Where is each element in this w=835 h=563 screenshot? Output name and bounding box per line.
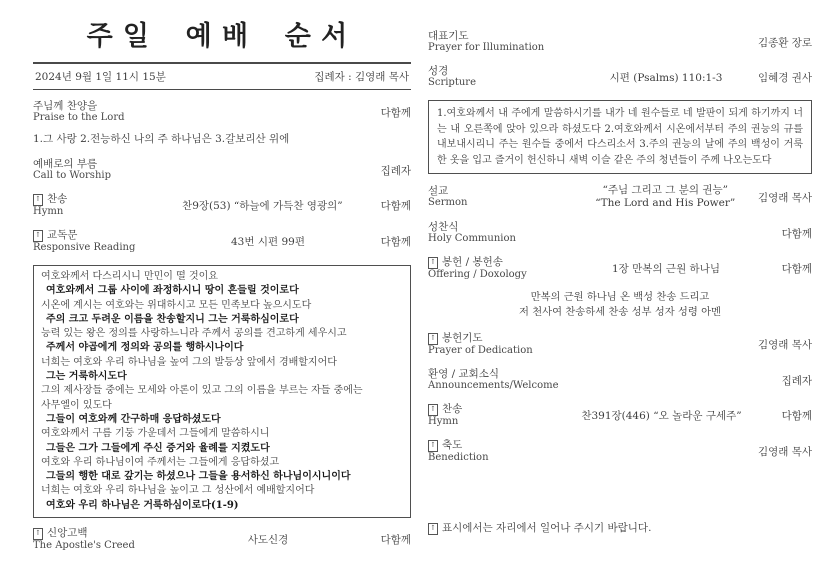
doxology-line: 저 천사여 찬송하세 찬송 성부 성자 성령 아멘 <box>519 305 721 318</box>
item-participant: 다함께 <box>380 534 411 547</box>
item-label-kr: 신앙고백 <box>47 527 88 540</box>
service-item-sermon <box>428 184 812 210</box>
service-item-communion <box>428 221 812 245</box>
reading-line: 여호와께서 다스리시니 만민이 떨 것이요 <box>41 271 218 282</box>
sermon-title-en: “The Lord and His Power” <box>595 197 736 210</box>
officiant-name: 집례자 : 김영래 목사 <box>314 71 409 83</box>
item-label-kr: 주님께 찬양을 <box>33 100 98 112</box>
service-item-offering <box>428 256 812 281</box>
item-participant: 다함께 <box>781 410 812 423</box>
right-page <box>428 30 812 535</box>
item-participant: 임혜경 권사 <box>757 71 812 84</box>
item-label-en: The Apostle's Creed <box>33 540 135 552</box>
reading-line: 그들이 여호와께 간구하매 응답하셨도다 <box>46 413 221 425</box>
left-page <box>33 14 411 563</box>
stand-up-icon: ↑ <box>33 528 43 540</box>
item-label-en: Call to Worship <box>33 170 111 181</box>
service-item-prayer-illumination <box>428 30 812 54</box>
item-label-kr: 설교 <box>428 185 449 198</box>
item-label-kr: 찬송 <box>442 403 463 416</box>
item-label-kr: 봉헌기도 <box>442 332 483 345</box>
reading-line: 너희는 여호와 우리 하나님을 높이고 그 성산에서 예배할지어다 <box>41 485 315 497</box>
doxology-lyrics <box>428 290 812 319</box>
hymn-title: 찬391장(446) “오 놀라운 구세주” <box>581 410 742 423</box>
service-item-prayer-dedication <box>428 332 812 357</box>
reading-reference: 43번 시편 99편 <box>231 236 305 248</box>
service-item-benediction <box>428 439 812 464</box>
item-label-kr: 예배로의 부름 <box>33 158 98 170</box>
sermon-title-kr: “주님 그리고 그 분의 권능” <box>602 184 729 197</box>
item-label-en: Prayer of Dedication <box>428 345 533 357</box>
item-participant: 김종환 장로 <box>757 36 812 49</box>
item-label-en: Holy Communion <box>428 233 516 245</box>
item-label-kr: 성경 <box>428 65 449 77</box>
reading-line: 주께서 야곱에게 정의와 공의를 행하시나이다 <box>46 342 244 354</box>
item-label-kr: 봉헌 / 봉헌송 <box>442 256 503 269</box>
item-label-en: Prayer for Illumination <box>428 42 545 53</box>
reading-line: 그의 제사장들 중에는 모세와 아론이 있고 그의 이름을 부르는 자들 중에는 <box>41 385 363 397</box>
reading-line: 시온에 계시는 여호와는 위대하시고 모든 민족보다 높으시도다 <box>41 299 312 311</box>
reading-line: 능력 있는 왕은 정의를 사랑하느니라 주께서 공의를 견고하게 세우시고 <box>41 328 347 340</box>
service-item-responsive-reading <box>33 229 411 254</box>
item-label-kr: 축도 <box>442 439 463 452</box>
item-participant: 다함께 <box>380 200 411 212</box>
item-participant: 다함께 <box>781 227 812 240</box>
item-participant: 김영래 목사 <box>757 191 812 204</box>
stand-up-icon: ↑ <box>428 333 438 345</box>
item-label-kr: 성찬식 <box>428 221 459 234</box>
service-datetime: 2024년 9월 1일 11시 15분 <box>35 71 166 83</box>
service-item-praise <box>33 100 411 124</box>
stand-up-icon: ↑ <box>428 404 438 416</box>
scripture-text-box: 1.여호와께서 내 주에게 말씀하시기를 내가 네 원수들로 네 발판이 되게 하기까지 너는 내 오른쪽에 앉아 있으라 하셨도다 2.여호와께서 시온에서부터 주의 권능의 규를 내보내시리니 주는 원수들 중에서 다스리소서 3.주의 권능의 날에 주의 백성이 거룩한 옷을 입고 즐거이 헌신하니 새벽 이슬 같은 주의 청년들이 주께 나오는도다 <box>428 100 812 174</box>
item-label-en: Offering / Doxology <box>428 269 527 281</box>
stand-up-icon: ↑ <box>33 194 43 206</box>
dateline <box>33 62 411 90</box>
reading-line: 그는 거룩하시도다 <box>46 371 127 383</box>
item-participant: 김영래 목사 <box>757 339 812 352</box>
reading-line: 너희는 여호와 우리 하나님을 높여 그의 발등상 앞에서 경배할지어다 <box>41 356 337 368</box>
item-participant: 다함께 <box>380 106 411 119</box>
reading-line: 여호와 우리 하나님은 거룩하심이로다(1-9) <box>46 499 239 511</box>
item-label-kr: 환영 / 교회소식 <box>428 368 500 381</box>
service-item-hymn <box>33 193 411 218</box>
service-item-scripture <box>428 65 812 89</box>
reading-line: 여호와께서 구름 기둥 가운데서 그들에게 말씀하시니 <box>41 428 270 440</box>
item-label-en: Announcements/Welcome <box>428 380 559 392</box>
item-label-en: Responsive Reading <box>33 242 136 253</box>
reading-line: 여호와께서 그룹 사이에 좌정하시니 땅이 흔들릴 것이로다 <box>46 285 299 297</box>
page-title: 주일 예배 순서 <box>86 21 358 52</box>
stand-up-icon: ↑ <box>428 523 438 535</box>
item-label-en: Praise to the Lord <box>33 112 125 123</box>
item-label-kr: 찬송 <box>47 193 68 205</box>
stand-instruction-text: 표시에서는 자리에서 일어나 주시기 바랍니다. <box>442 522 652 535</box>
scripture-reference: 시편 (Psalms) 110:1-3 <box>609 71 723 84</box>
stand-up-icon: ↑ <box>428 440 438 452</box>
service-item-call-to-worship <box>33 158 411 182</box>
item-participant: 다함께 <box>380 236 411 248</box>
stand-up-icon: ↑ <box>33 230 43 242</box>
doxology-hymn-title: 1장 만복의 근원 하나님 <box>612 263 720 276</box>
item-label-kr: 대표기도 <box>428 30 469 42</box>
item-label-en: Benediction <box>428 452 489 464</box>
creed-name: 사도신경 <box>247 534 289 547</box>
reading-line: 여호와 우리 하나님이여 주께서는 그들에게 응답하셨고 <box>41 456 280 468</box>
reading-line: 그들은 그가 그들에게 주신 증거와 율례를 지켰도다 <box>46 442 270 454</box>
item-label-en: Hymn <box>33 206 64 217</box>
stand-up-icon: ↑ <box>428 257 438 269</box>
stand-instruction-note <box>428 520 812 535</box>
item-participant: 김영래 목사 <box>757 446 812 459</box>
praise-song-list: 1.그 사랑 2.전능하신 나의 주 하나님은 3.갈보리산 위에 <box>33 133 290 145</box>
hymn-title: 찬9장(53) “하늘에 가득찬 영광의” <box>182 200 343 212</box>
service-item-announcements <box>428 368 812 392</box>
reading-line: 그들의 행한 대로 갚기는 하셨으나 그들을 용서하신 하나님이시니이다 <box>46 471 351 483</box>
responsive-reading-box <box>33 265 411 518</box>
reading-line: 사무엘이 있도다 <box>41 399 112 411</box>
item-label-en: Sermon <box>428 197 468 209</box>
item-participant: 다함께 <box>781 263 812 276</box>
reading-line: 주의 크고 두려운 이름을 찬송할지니 그는 거룩하심이로다 <box>46 313 299 325</box>
item-participant: 집례자 <box>380 164 411 177</box>
service-item-closing-hymn <box>428 403 812 428</box>
item-label-en: Hymn <box>428 416 459 428</box>
service-item-creed <box>33 527 411 552</box>
doxology-line: 만복의 근원 하나님 온 백성 찬송 드리고 <box>530 291 710 304</box>
item-participant: 집례자 <box>781 374 812 387</box>
item-label-kr: 교독문 <box>47 229 78 241</box>
item-label-en: Scripture <box>428 77 476 88</box>
